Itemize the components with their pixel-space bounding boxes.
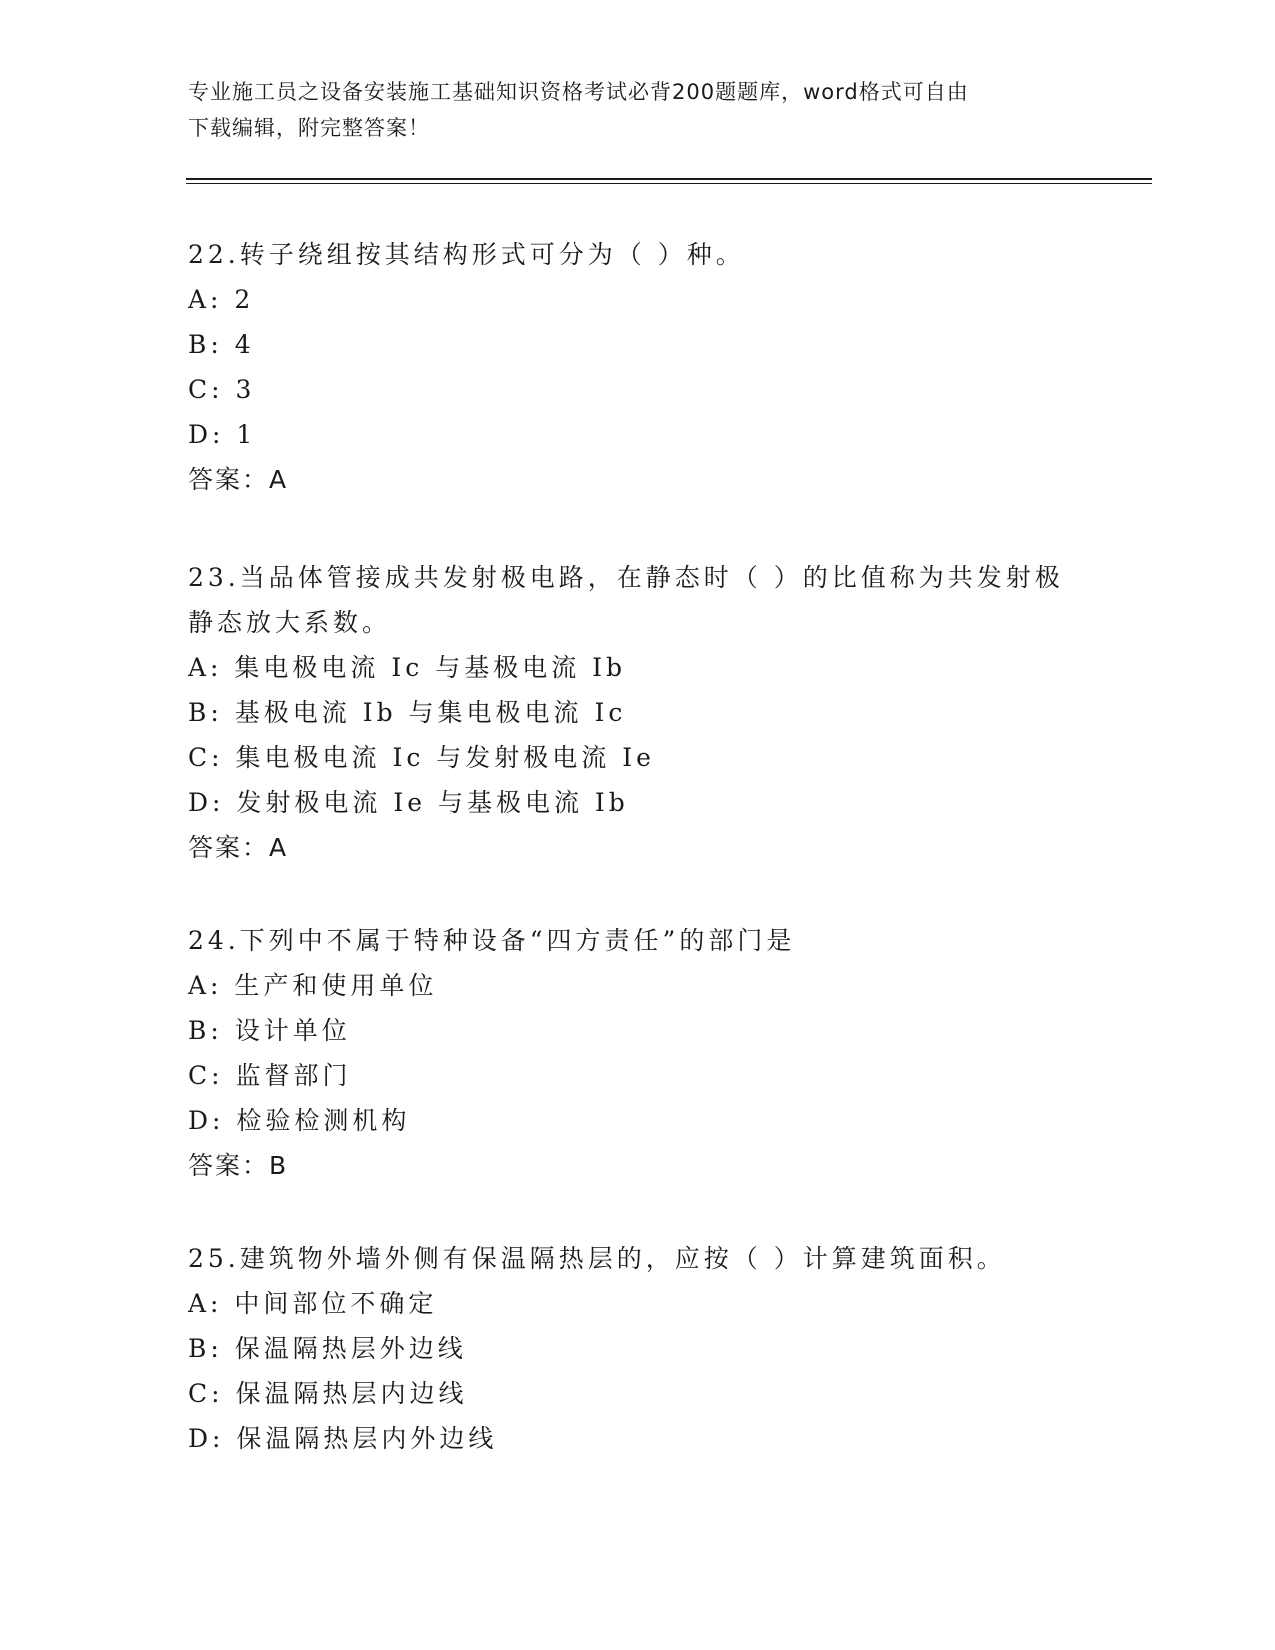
question-24 xyxy=(188,918,1088,1188)
option-a: A: 2 xyxy=(188,285,255,314)
question-stem: 24.下列中不属于特种设备“四方责任”的部门是 xyxy=(188,926,796,955)
option-b: B: 设计单位 xyxy=(188,1016,351,1045)
answer: 答案：B xyxy=(188,1151,289,1180)
option-a: A: 生产和使用单位 xyxy=(188,971,438,1000)
option-a: A: 中间部位不确定 xyxy=(188,1289,438,1318)
option-d: D: 发射极电流 Ie 与基极电流 Ib xyxy=(188,788,629,817)
question-23 xyxy=(188,555,1088,870)
option-c: C: 保温隔热层内边线 xyxy=(188,1379,468,1408)
option-c: C: 3 xyxy=(188,375,256,404)
option-c: C: 监督部门 xyxy=(188,1061,352,1090)
option-b: B: 基极电流 Ib 与集电极电流 Ic xyxy=(188,698,627,727)
option-b: B: 保温隔热层外边线 xyxy=(188,1334,467,1363)
question-stem-continued: 静态放大系数。 xyxy=(188,608,392,637)
option-d: D: 1 xyxy=(188,420,257,449)
document-header xyxy=(188,74,1068,146)
question-stem: 22.转子绕组按其结构形式可分为（ ）种。 xyxy=(188,240,745,269)
header-title-line-1: 专业施工员之设备安装施工基础知识资格考试必背200题题库，word格式可自由 xyxy=(188,80,969,104)
question-stem: 25.建筑物外墙外侧有保温隔热层的，应按（ ）计算建筑面积。 xyxy=(188,1244,1006,1273)
question-stem: 23.当品体管接成共发射极电路，在静态时（ ）的比值称为共发射极 xyxy=(188,563,1064,592)
question-25 xyxy=(188,1236,1088,1461)
question-22 xyxy=(188,232,1088,502)
option-c: C: 集电极电流 Ic 与发射极电流 Ie xyxy=(188,743,655,772)
answer: 答案：A xyxy=(188,833,289,862)
header-title-line-2: 下载编辑，附完整答案！ xyxy=(188,116,430,140)
option-d: D: 保温隔热层内外边线 xyxy=(188,1424,498,1453)
option-d: D: 检验检测机构 xyxy=(188,1106,411,1135)
header-divider-thin xyxy=(186,183,1152,184)
option-b: B: 4 xyxy=(188,330,255,359)
header-divider-thick xyxy=(186,178,1152,180)
answer: 答案：A xyxy=(188,465,289,494)
option-a: A: 集电极电流 Ic 与基极电流 Ib xyxy=(188,653,627,682)
